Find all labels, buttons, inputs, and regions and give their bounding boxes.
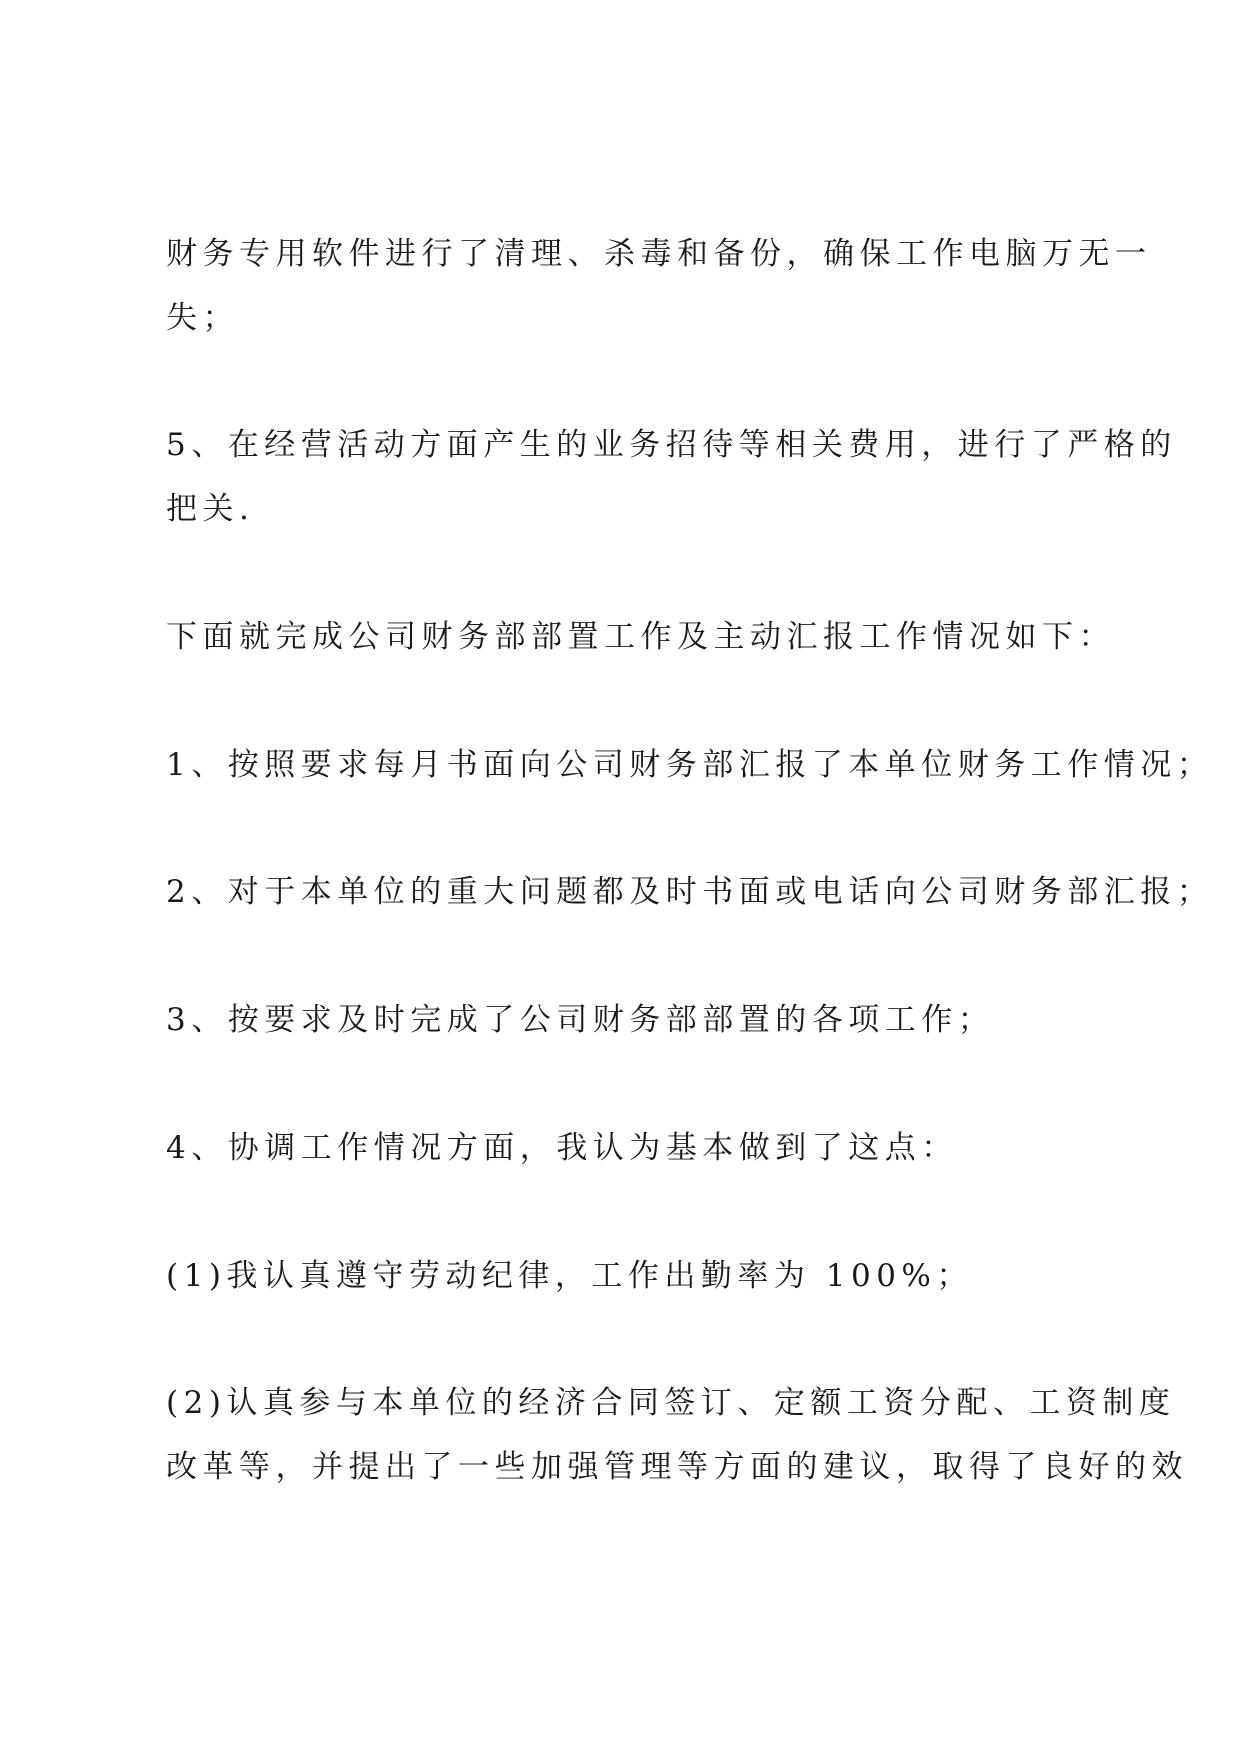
paragraph-line: 改革等，并提出了一些加强管理等方面的建议，取得了良好的效 [166,1449,1188,1485]
paragraph-software-backup [166,222,1152,350]
paragraph-line: 5、在经营活动方面产生的业务招待等相关费用，进行了严格的 [166,427,1177,463]
paragraph-item-4 [166,1116,1106,1180]
paragraph-line: (1)我认真遵守劳动纪律，工作出勤率为 100%； [166,1258,973,1294]
paragraph-subitem-2 [166,1371,1188,1499]
paragraph-line: 把关. [166,491,255,527]
paragraph-item-5 [166,413,1177,541]
paragraph-report-intro [166,605,1115,669]
paragraph-line: (2)认真参与本单位的经济合同签订、定额工资分配、工资制度 [166,1385,1176,1421]
paragraph-line: 4、协调工作情况方面，我认为基本做到了这点： [166,1130,958,1166]
paragraph-item-3 [166,988,1106,1052]
paragraph-subitem-1 [166,1244,1106,1308]
paragraph-line: 2、对于本单位的重大问题都及时书面或电话向公司财务部汇报； [166,874,1214,910]
paragraph-line: 财务专用软件进行了清理、杀毒和备份，确保工作电脑万无一 [166,236,1152,272]
paragraph-line: 失； [166,300,239,336]
paragraph-line: 下面就完成公司财务部部置工作及主动汇报工作情况如下： [166,619,1115,655]
paragraph-line: 1、按照要求每月书面向公司财务部汇报了本单位财务工作情况； [166,747,1214,783]
paragraph-item-2 [166,860,1214,924]
paragraph-item-1 [166,733,1214,797]
paragraph-line: 3、按要求及时完成了公司财务部部置的各项工作； [166,1002,995,1038]
